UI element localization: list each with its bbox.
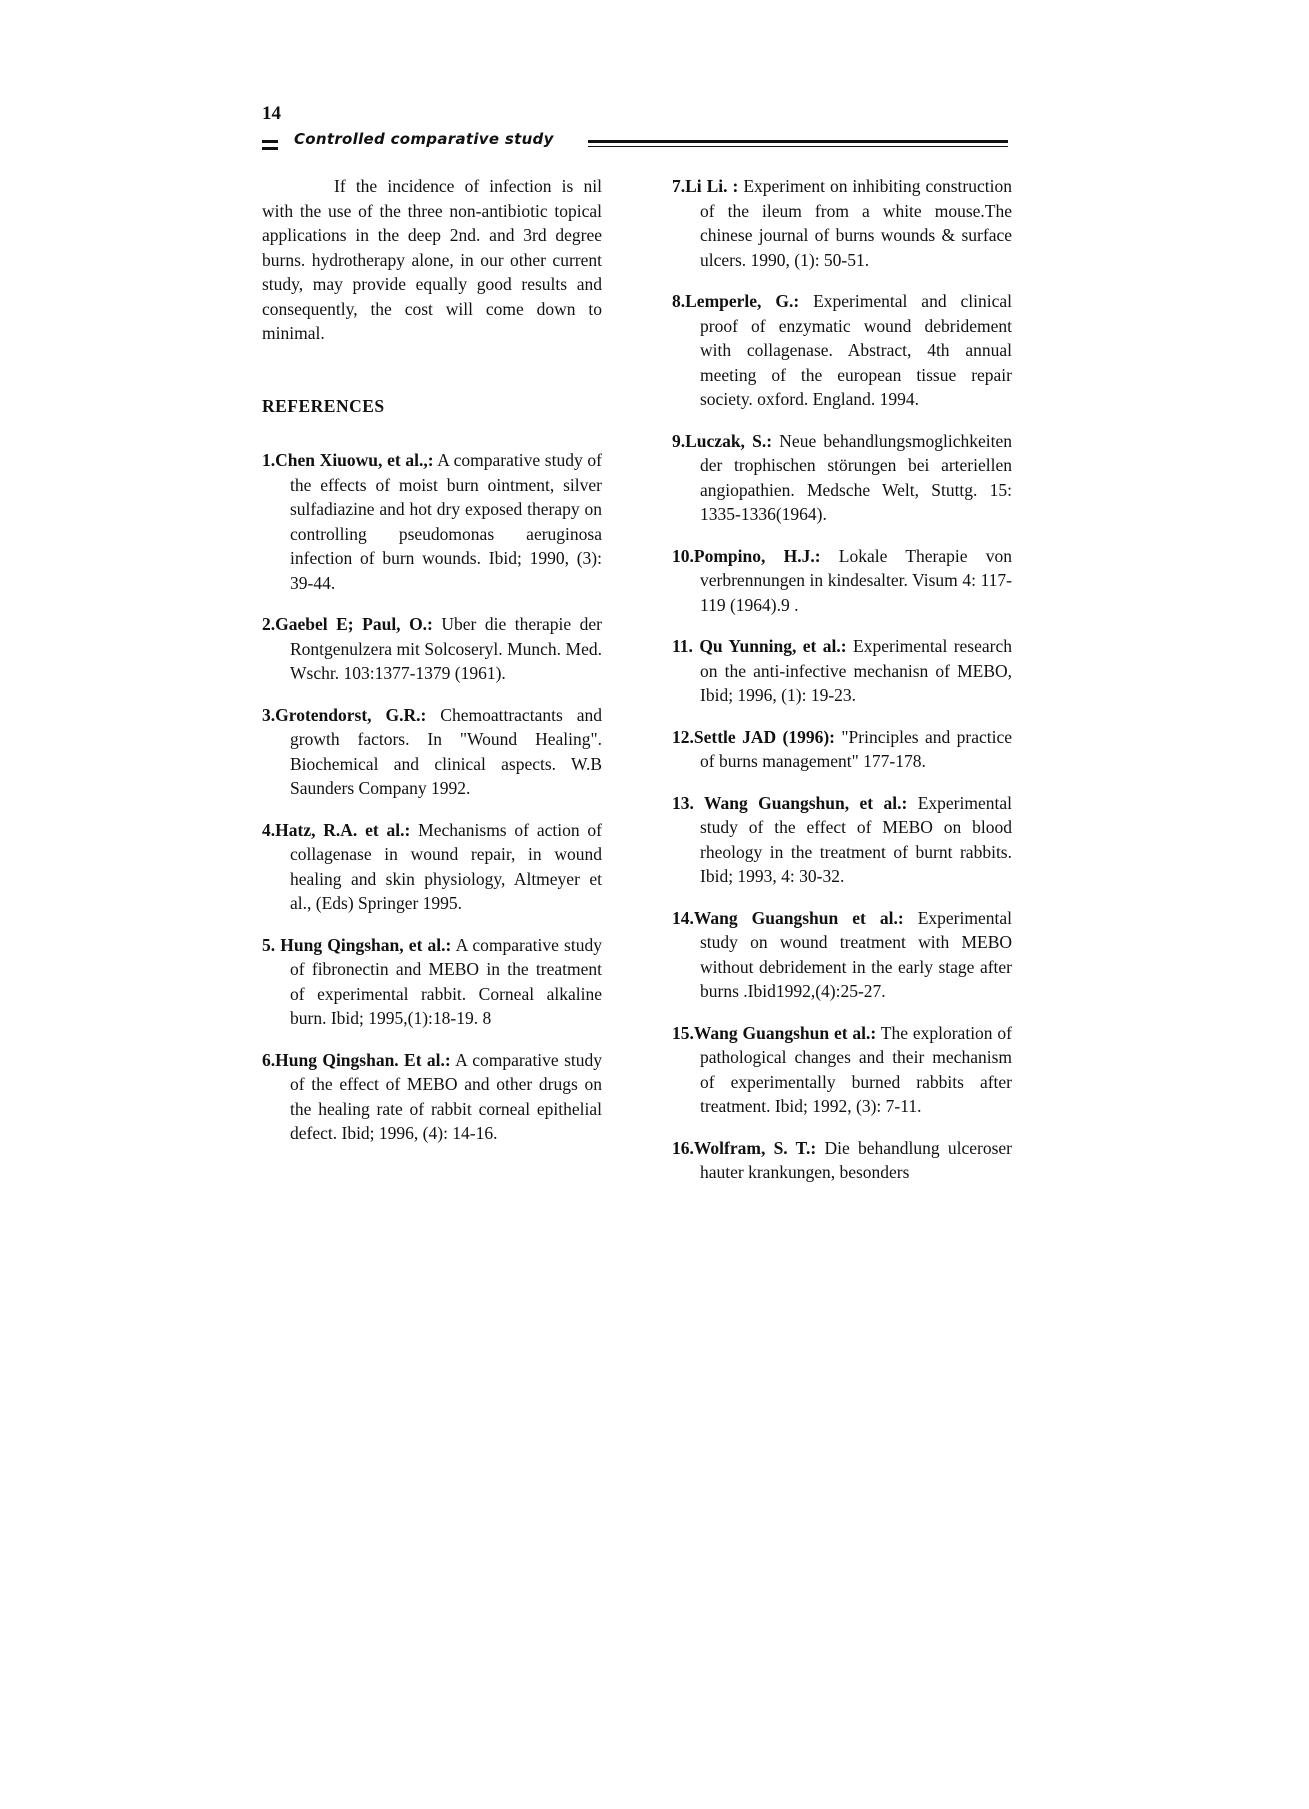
reference-item: [262, 448, 602, 595]
reference-text: A comparative study of the effects of moist burn ointment, silver sulfadiazine and hot dry exposed therapy on controlling pseudomonas aeruginosa infection of burn wounds. Ibid; 1990, (3): 39-44.: [290, 450, 602, 593]
reference-author: 4.Hatz, R.A. et al.:: [262, 819, 411, 840]
reference-text: Chemoattractants and growth factors. In "Wound Healing". Biochemical and clinical aspects. W.B Saunders Company 1992.: [290, 704, 602, 798]
reference-text: Lokale Therapie von verbrennungen in kindesalter. Visum 4: 117-119 (1964).9 .: [700, 545, 1012, 615]
reference-author: 6.Hung Qingshan. Et al.:: [262, 1049, 451, 1070]
reference-text: Neue behandlungsmoglichkeiten der trophischen störungen bei arteriellen angiopathien. Medsche Welt, Stuttg. 15: 1335-1336(1964).: [700, 430, 1012, 524]
reference-author: 5. Hung Qingshan, et al.:: [262, 934, 452, 955]
reference-item: [262, 1048, 602, 1146]
reference-text: Experimental study of the effect of MEBO on blood rheology in the treatment of burnt rabbits. Ibid; 1993, 4: 30-32.: [700, 792, 1012, 886]
reference-item: [672, 174, 1012, 272]
reference-text: Die behandlung ulceroser hauter krankungen, besonders: [700, 1137, 1013, 1182]
reference-item: [262, 703, 602, 801]
reference-author: 13. Wang Guangshun, et al.:: [672, 792, 908, 813]
reference-author: 7.Li Li. :: [672, 176, 739, 196]
reference-author: 11. Qu Yunning, et al.:: [672, 636, 847, 656]
reference-text: Experimental study on wound treatment with MEBO without debridement in the early stage after burns .Ibid1992,(4):25-27.: [700, 907, 1012, 1001]
reference-text: Experimental research on the anti-infective mechanisn of MEBO, Ibid; 1996, (1): 19-23.: [700, 636, 1013, 705]
reference-item: [672, 906, 1012, 1004]
intro-paragraph: If the incidence of infection is nil with the use of the three non-antibiotic topical applications in the deep 2nd. and 3rd degree burns. hydrotherapy alone, in our other current study, may provide equally good results and consequently, the cost will come down to minimal.: [262, 176, 602, 343]
reference-item: [672, 429, 1012, 527]
reference-item: [672, 1021, 1012, 1119]
references-list-left: [262, 448, 602, 1146]
reference-author: 3.Grotendorst, G.R.:: [262, 704, 427, 725]
reference-author: 16.Wolfram, S. T.:: [672, 1137, 817, 1158]
reference-text: Experiment on inhibiting construction of the ileum from a white mouse.The chinese journal of burns wounds & surface ulcers. 1990, (1): 50-51.: [700, 176, 1012, 270]
reference-item: [262, 818, 602, 916]
reference-text: "Principles and practice of burns management" 177-178.: [700, 726, 1013, 771]
references-heading: REFERENCES: [262, 395, 385, 416]
reference-author: 2.Gaebel E; Paul, O.:: [262, 614, 433, 634]
reference-author: 10.Pompino, H.J.:: [672, 545, 821, 566]
reference-author: 9.Luczak, S.:: [672, 430, 773, 451]
left-column: [262, 174, 602, 1163]
reference-text: Mechanisms of action of collagenase in wound repair, in wound healing and skin physiology, Altmeyer et al., (Eds) Springer 1995.: [290, 819, 602, 913]
reference-author: 14.Wang Guangshun et al.:: [672, 907, 904, 928]
references-list-right: [672, 174, 1012, 1185]
reference-text: The exploration of pathological changes and their mechanism of experimentally burned rabbits after treatment. Ibid; 1992, (3): 7-11.: [700, 1022, 1012, 1116]
page-number: 14: [262, 103, 281, 124]
reference-author: 1.Chen Xiuowu, et al.,:: [262, 450, 434, 470]
reference-item: [672, 1136, 1012, 1185]
running-head-title: Controlled comparative study: [294, 130, 554, 148]
running-head-rule: [588, 140, 1008, 143]
reference-item: [672, 791, 1012, 889]
reference-item: [672, 725, 1012, 774]
reference-author: 12.Settle JAD (1996):: [672, 726, 835, 747]
reference-item: [262, 933, 602, 1031]
reference-item: [672, 544, 1012, 618]
running-head-mark-icon: [262, 140, 278, 150]
reference-item: [262, 612, 602, 686]
reference-author: 15.Wang Guangshun et al.:: [672, 1022, 877, 1043]
reference-item: [672, 289, 1012, 412]
reference-text: Experimental and clinical proof of enzymatic wound debridement with collagenase. Abstract, 4th annual meeting of the european tissue repair society. oxford. England. 1994.: [700, 291, 1012, 409]
reference-text: A comparative study of the effect of MEBO and other drugs on the healing rate of rabbit corneal epithelial defect. Ibid; 1996, (4): 14-16.: [290, 1049, 602, 1143]
reference-author: 8.Lemperle, G.:: [672, 291, 800, 311]
reference-item: [672, 634, 1012, 708]
reference-text: A comparative study of fibronectin and MEBO in the treatment of experimental rabbit. Corneal alkaline burn. Ibid; 1995,(1):18-19. 8: [290, 934, 602, 1028]
right-column: [672, 174, 1012, 1202]
reference-text: Uber die therapie der Rontgenulzera mit Solcoseryl. Munch. Med. Wschr. 103:1377-1379 (1961).: [290, 614, 603, 683]
running-head: [262, 130, 1012, 156]
running-head-rule-thin: [588, 146, 1008, 147]
